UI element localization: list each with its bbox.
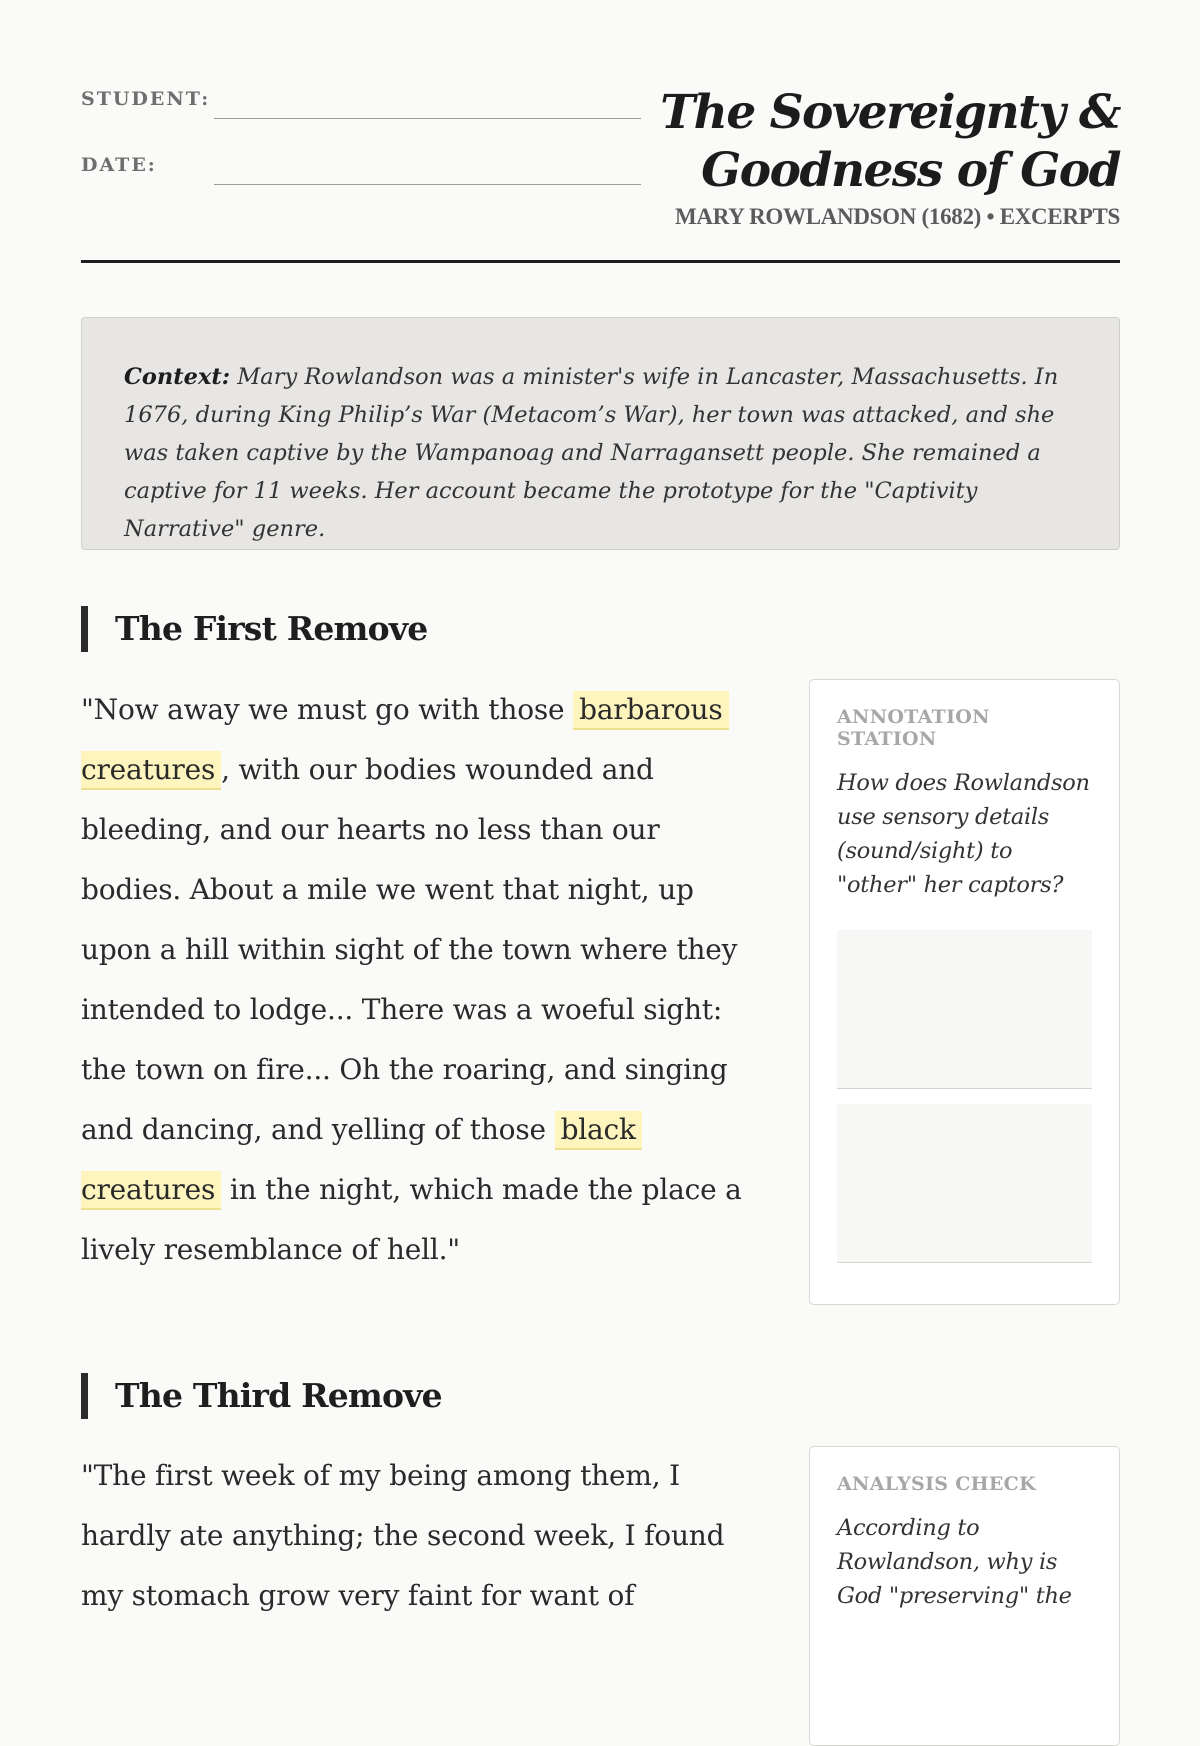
worksheet-page xyxy=(81,0,1120,1612)
student-name-line[interactable] xyxy=(214,118,641,119)
passage-text: in the night, which made the place a lively resemblance of hell." xyxy=(81,1173,742,1266)
context-box xyxy=(81,317,1120,550)
aside-label: ANNOTATION STATION xyxy=(837,706,990,750)
passage-text: "Now away we must go with those xyxy=(81,693,574,726)
highlight-creatures: creatures xyxy=(81,751,221,790)
header-divider xyxy=(81,260,1120,263)
aside-question: How does Rowlandson use sensory details (sound/sight) to "other" her captors? xyxy=(837,770,1090,898)
context-label: Context: xyxy=(124,364,231,390)
title-line-1: The Sovereignty & xyxy=(660,85,1120,140)
title-line-2: Goodness of God xyxy=(701,143,1120,198)
passage-first-remove xyxy=(81,680,761,1280)
date-label: DATE: xyxy=(81,154,157,176)
date-line[interactable] xyxy=(214,184,641,185)
aside-question: According to Rowlandson, why is God "preserving" the xyxy=(837,1515,1072,1609)
highlight-black: black xyxy=(555,1111,642,1150)
highlight-creatures-2: creatures xyxy=(81,1171,221,1210)
section-heading-first-remove: The First Remove xyxy=(81,606,681,652)
section-heading-third-remove: The Third Remove xyxy=(81,1373,681,1419)
page-subtitle: MARY ROWLANDSON (1682) • EXCERPTS xyxy=(674,204,1120,229)
context-text: Mary Rowlandson was a minister's wife in Lancaster, Massachusetts. In 1676, during King Philip’s War (Metacom’s War), her town was attacked, and she was taken captive by the Wampanoag and Narragansett people. She remained a captive for 11 weeks. Her account became the prototype for the "Captivity Narrative" genre. xyxy=(124,364,1059,542)
analysis-check-card xyxy=(809,1446,1120,1746)
annotation-station-card xyxy=(809,679,1120,1305)
page-title xyxy=(650,84,1120,200)
passage-third-remove: "The first week of my being among them, I hardly ate anything; the second week, I found my stomach grow very faint for want of xyxy=(81,1459,725,1612)
aside-label: ANALYSIS CHECK xyxy=(837,1473,1036,1495)
passage-text: , with our bodies wounded and bleeding, and our hearts no less than our bodies. About a mile we went that night, up upon a hill within sight of the town where they intended to lodge... There was a woeful sight: the town on fire... Oh the roaring, and singing and dancing, and yelling of those xyxy=(81,753,738,1146)
worksheet-header xyxy=(81,84,1120,264)
answer-field[interactable] xyxy=(837,930,1092,1089)
highlight-barbarous: barbarous xyxy=(573,691,728,730)
answer-field[interactable] xyxy=(837,1104,1092,1263)
student-label: STUDENT: xyxy=(81,88,211,110)
